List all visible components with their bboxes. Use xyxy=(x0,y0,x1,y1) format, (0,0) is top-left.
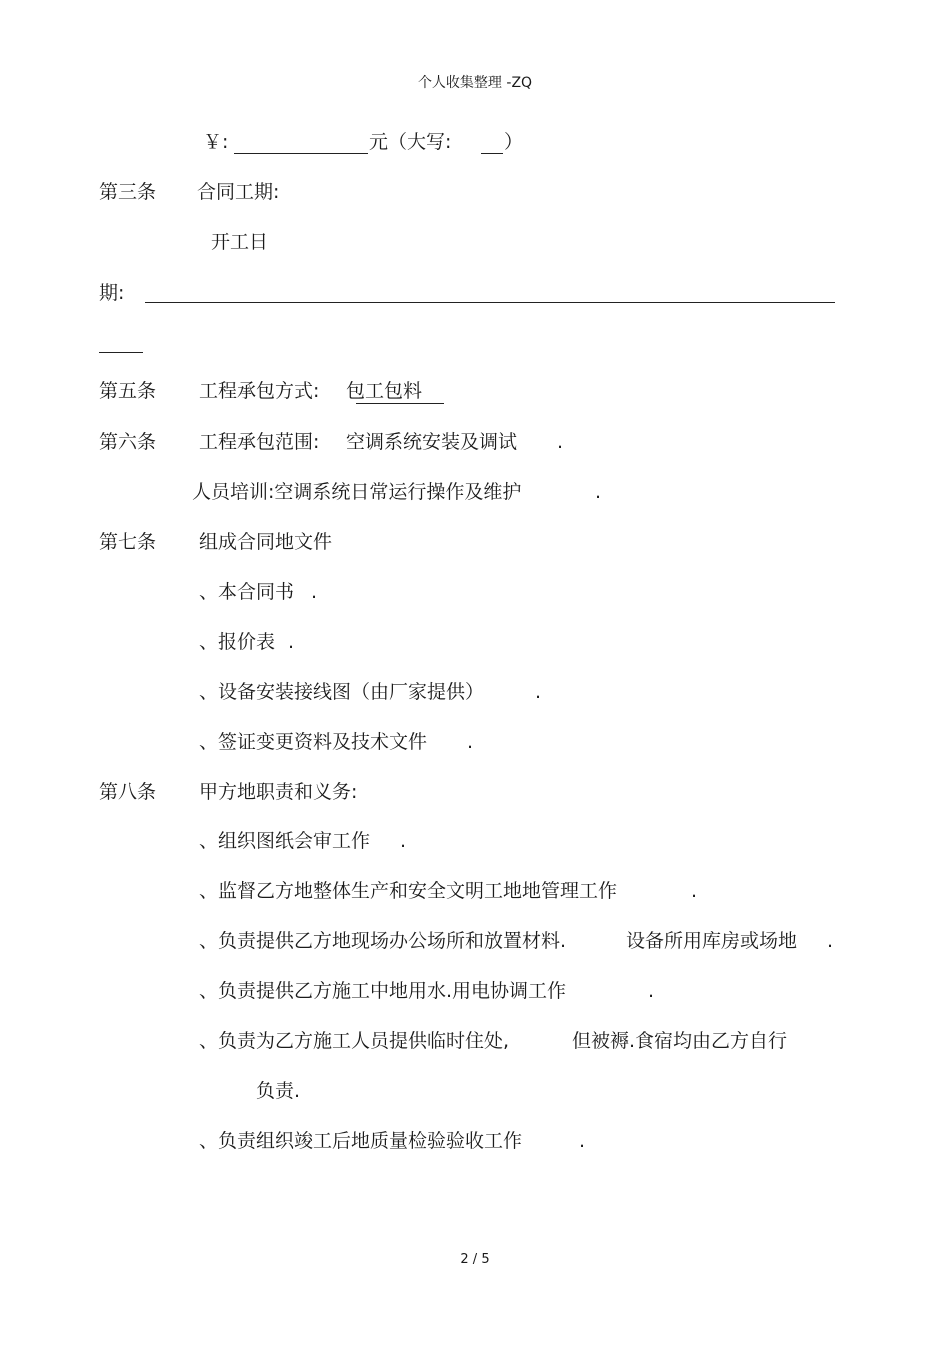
start-date-blank-cont xyxy=(99,352,143,353)
article-8-title: 甲方地职责和义务: xyxy=(199,781,358,803)
currency-symbol: ￥: xyxy=(203,131,229,153)
article-5-label: 工程承包方式: xyxy=(199,380,320,402)
training-text: 人员培训:空调系统日常运行操作及维护 xyxy=(192,481,522,503)
start-date-label-part2: 期: xyxy=(99,282,125,304)
article-6-number: 第六条 xyxy=(99,431,157,453)
page-header: 个人收集整理 -ZQ xyxy=(417,75,533,91)
article-7-item-period: . xyxy=(311,581,318,603)
article-7-item-period: . xyxy=(535,681,542,703)
page-number: 2 / 5 xyxy=(460,1252,490,1267)
article-7-item-period: . xyxy=(288,631,295,653)
article-6-period: . xyxy=(557,431,564,453)
amount-words-blank xyxy=(481,153,503,154)
article-8-item: 、负责为乙方施工人员提供临时住处, xyxy=(199,1030,510,1052)
article-7-item: 、报价表 xyxy=(199,631,276,653)
article-3-number: 第三条 xyxy=(99,181,157,203)
article-7-number: 第七条 xyxy=(99,531,157,553)
price-close: ） xyxy=(504,131,524,153)
article-8-item-continuation: 但被褥.食宿均由乙方自行 xyxy=(572,1030,788,1052)
amount-blank xyxy=(234,153,368,154)
article-8-item: 、监督乙方地整体生产和安全文明工地地管理工作 xyxy=(199,880,618,902)
article-8-item-period: . xyxy=(827,930,834,952)
article-7-item: 、设备安装接线图（由厂家提供） xyxy=(199,681,485,703)
article-8-number: 第八条 xyxy=(99,781,157,803)
start-date-label-part1: 开工日 xyxy=(211,231,269,253)
article-8-item-period: . xyxy=(579,1130,586,1152)
article-8-item-period: . xyxy=(691,880,698,902)
article-7-item-period: . xyxy=(467,731,474,753)
article-8-item: 、负责提供乙方施工中地用水.用电协调工作 xyxy=(199,980,567,1002)
article-8-item-continuation: 设备所用库房或场地 xyxy=(626,930,798,952)
article-6-value: 空调系统安装及调试 xyxy=(346,431,518,453)
article-5-value-underline xyxy=(356,403,444,404)
article-7-item: 、本合同书 xyxy=(199,581,295,603)
article-5-number: 第五条 xyxy=(99,380,157,402)
article-8-item: 、组织图纸会审工作 xyxy=(199,830,371,852)
article-8-item: 、负责组织竣工后地质量检验验收工作 xyxy=(199,1130,523,1152)
article-3-title: 合同工期: xyxy=(197,181,280,203)
article-6-label: 工程承包范围: xyxy=(199,431,320,453)
start-date-blank xyxy=(145,302,835,303)
article-7-title: 组成合同地文件 xyxy=(199,531,333,553)
article-7-item: 、签证变更资料及技术文件 xyxy=(199,731,428,753)
price-unit-label: 元（大写: xyxy=(369,131,452,153)
article-8-item: 、负责提供乙方地现场办公场所和放置材料. xyxy=(199,930,567,952)
article-8-item-period: . xyxy=(400,830,407,852)
article-8-item-wrap: 负责. xyxy=(256,1080,301,1102)
article-5-value: 包工包料 xyxy=(346,380,423,402)
article-8-item-period: . xyxy=(648,980,655,1002)
training-period: . xyxy=(595,481,602,503)
